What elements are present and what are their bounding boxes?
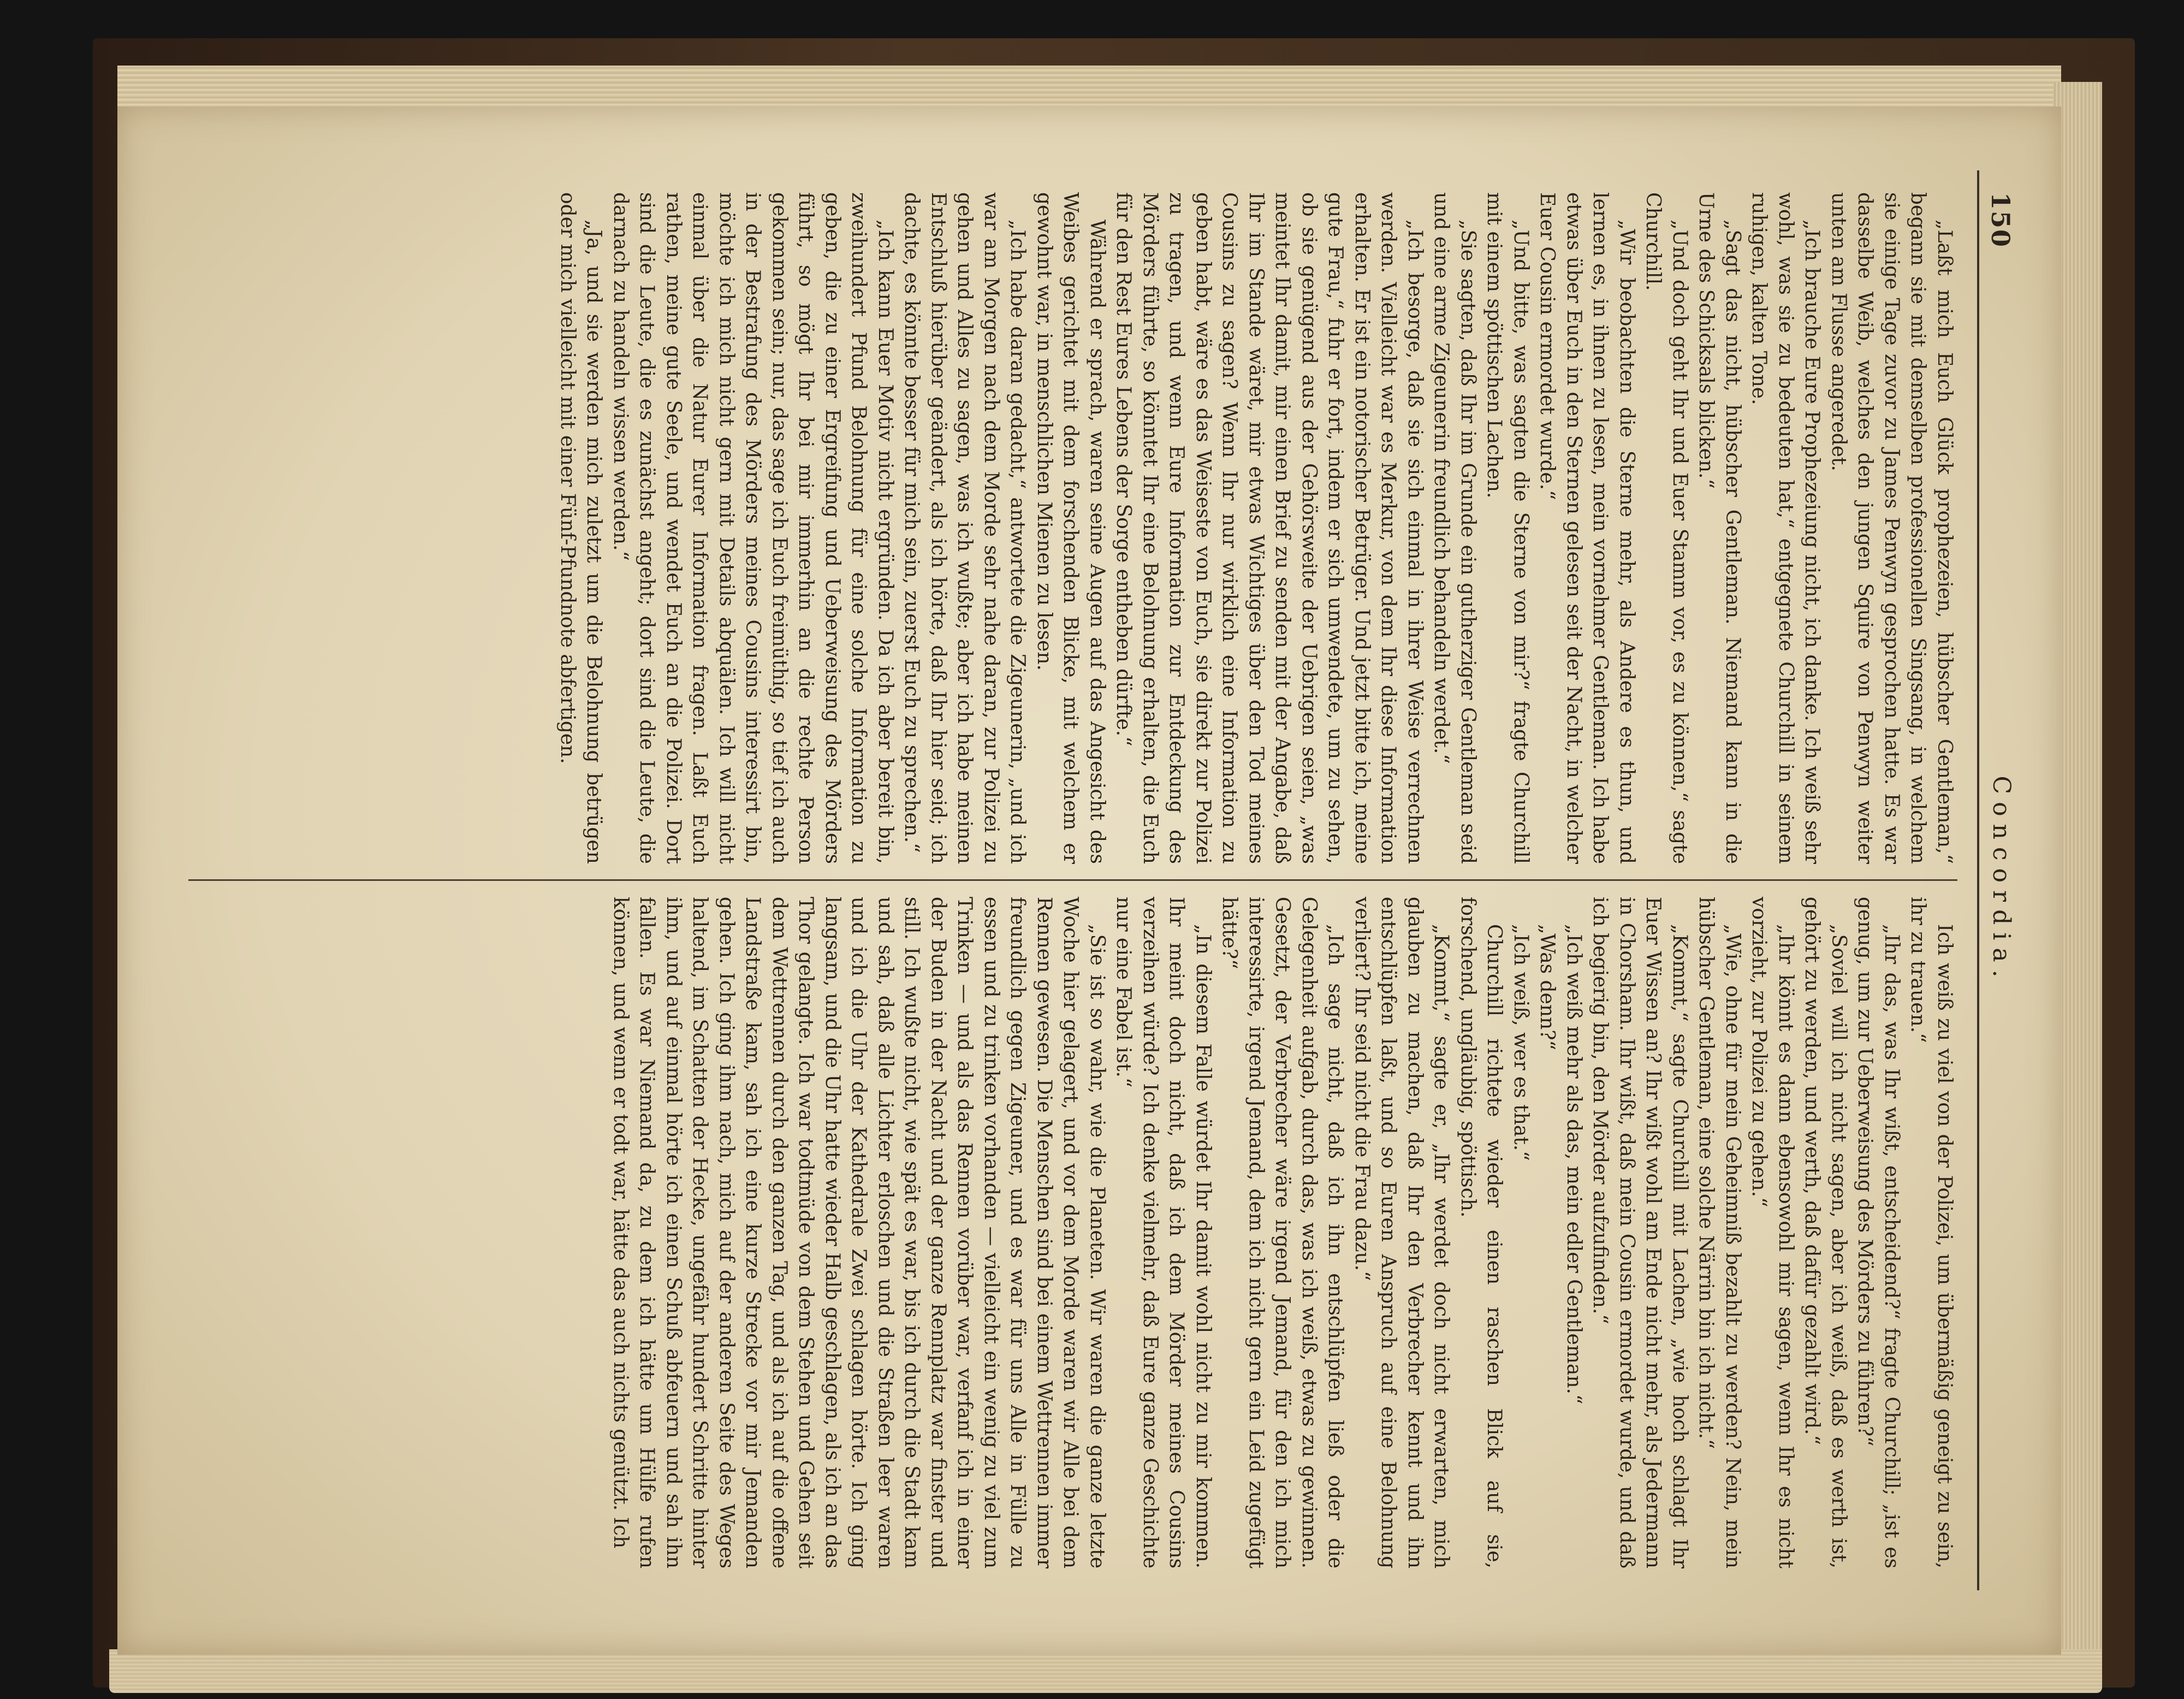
page-stack-bottom bbox=[109, 1649, 2102, 1693]
page-header bbox=[1977, 170, 2017, 1590]
paragraph: „Und doch geht Ihr und Euer Stamm vor, es zu können,“ sagte Churchill. bbox=[1642, 192, 1691, 864]
page-content bbox=[161, 170, 2017, 1590]
paragraph: „Kommt,“ sagte Churchill mit Lachen, „wie hoch schlagt Ihr Euer Wissen an? Ihr wißt wohl am Ende nicht mehr, als Jedermann in Chorsham. Ihr wißt, daß mein Cousin ermordet wurde, und daß ich begierig bin, den Mörder aufzufinden.“ bbox=[1589, 897, 1691, 1568]
paragraph: „Soviel will ich nicht sagen, aber ich weiß, daß es werth ist, gehört zu werden, und werth, daß dafür gezahlt wird.“ bbox=[1801, 897, 1850, 1568]
page-number: 150 bbox=[1986, 192, 2015, 248]
paragraph: Während er sprach, waren seine Augen auf das Angesicht des Weibes gerichtet mit dem forschenden Blicke, mit welchem er gewohnt war, in menschlichen Mienen zu lesen. bbox=[1033, 192, 1108, 864]
text-column-right bbox=[177, 897, 1957, 1568]
paragraph: „Was denn?“ bbox=[1536, 924, 1559, 1051]
paragraph: „Wir beobachten die Sterne mehr, als Andere es thun, und lernen es, in ihnen zu lesen, mein vornehmer Gentleman. Ich habe etwas über Euch in den Sternen gelesen seit der Nacht, in welcher Euer Cousin ermordet wurde.“ bbox=[1536, 192, 1638, 864]
column-divider bbox=[188, 879, 1957, 881]
paragraph: „Ich brauche Eure Prophezeiung nicht, ich danke. Ich weiß sehr wohl, was sie zu bedeuten hat,“ entgegnete Churchill in seinem ruhigen, kalten Tone. bbox=[1748, 192, 1824, 864]
paragraph: „Ja, und sie werden mich zuletzt um die Belohnung betrügen oder mich vielleicht mit einer Fünf-Pfundnote abfertigen. bbox=[556, 192, 606, 864]
paragraph: „Und bitte, was sagten die Sterne von mir?“ fragte Churchill mit einem spöttischen Lachen. bbox=[1483, 192, 1532, 864]
paragraph: „Kommt,“ sagte er, „Ihr werdet doch nicht erwarten, mich glauben zu machen, daß Ihr den Verbrecher kennt und ihn entschlüpfen laßt, und so Euren Anspruch auf eine Belohnung verliert? Ihr seid nicht die Frau dazu.“ bbox=[1351, 897, 1453, 1568]
paragraph: „Ich weiß, wer es that.“ bbox=[1510, 924, 1532, 1161]
text-column-left bbox=[177, 192, 1957, 864]
paragraph: Ich weiß zu viel von der Polizei, um übermäßig geneigt zu sein, ihr zu trauen.“ bbox=[1907, 897, 1956, 1568]
paragraph: „Laßt mich Euch Glück prophezeien, hübscher Gentleman,“ begann sie mit demselben professionellen Singsang, in welchem sie einige Tage zuvor zu James Penwyn gesprochen hatte. Es war dasselbe Weib, welches den jungen Squire von Penwyn weiter unten am Flusse angeredet. bbox=[1827, 192, 1956, 864]
paragraph: „Sie ist so wahr, wie die Planeten. Wir waren die ganze letzte Woche hier gelagert, und vor dem Morde waren wir Alle bei dem Rennen gewesen. Die Menschen sind bei einem Wettrennen immer freundlich gegen Zigeuner, und es war für uns Alle in Fülle zu essen und zu trinken vorhanden — vielleicht ein wenig zu viel zum Trinken — und als das Rennen vorüber war, verfanf ich in einer der Buden in der Nacht und der ganze Rennplatz war finster und still. Ich wußte nicht, wie spät es war, bis ich durch die Stadt kam und sah, daß alle Lichter erloschen und die Straßen leer waren und ich die Uhr der Kathedrale Zwei schlagen hörte. Ich ging langsam, und die Uhr hatte wieder Halb geschlagen, als ich an das Thor gelangte. Ich war todtmüde von dem Stehen und Gehen seit dem Wettrennen durch den ganzen Tag, und als ich auf die offene Landstraße kam, sah ich eine kurze Strecke vor mir Jemanden gehen. Ich ging ihm nach, mich auf der anderen Seite des Weges haltend, im Schatten der Hecke, ungefähr hundert Schritte hinter ihm, und auf einmal hörte ich einen Schuß abfeuern und sah ihn fallen. Es war Niemand da, zu dem ich hätte um Hülfe rufen können, und wenn er todt war, hätte das auch nichts genützt. Ich bbox=[609, 897, 1108, 1568]
paragraph: „Wie, ohne für mein Geheimniß bezahlt zu werden? Nein, mein hübscher Gentleman, eine solche Närrin bin ich nicht.“ bbox=[1695, 897, 1744, 1568]
paragraph: „Sie sagten, daß Ihr im Grunde ein gutherziger Gentleman seid und eine arme Zigeunerin freundlich behandeln werdet.“ bbox=[1430, 192, 1479, 864]
paragraph: „In diesem Falle würdet Ihr damit wohl nicht zu mir kommen. Ihr meint doch nicht, daß ich dem Mörder meines Cousins verzeihen würde? Ich denke vielmehr, daß Eure ganze Geschichte nur eine Fabel ist.“ bbox=[1112, 897, 1214, 1568]
paragraph: „Ich kann Euer Motiv nicht ergründen. Da ich aber bereit bin, zweihundert Pfund Belohnung für eine solche Information zu geben, die zu einer Ergreifung und Ueberweisung des Mörders führt, so mögt Ihr bei mir immerhin an die rechte Person gekommen sein; nur, das sage ich Euch freimüthig, so tief ich auch in der Bestrafung des Mörders meines Cousins interessirt bin, möchte ich mich nicht gern mit Details abquälen. Ich will nicht einmal über die Natur Eurer Information fragen. Laßt Euch rathen, meine gute Seele, und wendet Euch an die Polizei. Dort sind die Leute, die es zunächst angeht; dort sind die Leute, die darnach zu handeln wissen werden.“ bbox=[609, 192, 897, 864]
paragraph: „Sagt das nicht, hübscher Gentleman. Niemand kann in die Urne des Schicksals blicken.“ bbox=[1695, 192, 1744, 864]
paragraph: „Ihr das, was Ihr wißt, entscheidend?“ fragte Churchill; „ist es genug, um zur Ueberweisung des Mörders zu führen?“ bbox=[1854, 897, 1903, 1568]
paragraph: „Ich sage nicht, daß ich ihn entschlüpfen ließ oder die Gelegenheit aufgab, durch das, was ich weiß, etwas zu gewinnen. Gesetzt, der Verbrecher wäre irgend Jemand, für den ich mich interessirte, irgend Jemand, dem ich nicht gern ein Leid zugefügt hätte?“ bbox=[1218, 897, 1347, 1568]
paragraph: „Ich weiß mehr als das, mein edler Gentleman.“ bbox=[1563, 924, 1585, 1405]
running-title: Concordia. bbox=[1987, 775, 2015, 985]
paragraph: „Ihr könnt es dann ebensowohl mir sagen, wenn Ihr es nicht vorzieht, zur Polizei zu gehen.“ bbox=[1748, 897, 1797, 1568]
paragraph: „Ich besorge, daß sie sich einmal in ihrer Weise verrechnen werden. Vielleicht war es Merkur, von dem Ihr diese Information erhalten. Er ist ein notorischer Betrüger. Und jetzt bitte ich, meine gute Frau,“ fuhr er fort, indem er sich umwendete, um zu sehen, ob sie genügend aus der Gehörsweite der Uebrigen seien, „was meintet Ihr damit, mir einen Brief zu senden mit der Angabe, daß Ihr im Stande wäret, mir etwas Wichtiges über den Tod meines Cousins zu sagen? Wenn Ihr nur wirklich eine Information zu geben habt, wäre es das Weiseste von Euch, sie direkt zur Polizei zu tragen, und wenn Eure Information zur Entdeckung des Mörders führte, so könntet Ihr eine Belohnung erhalten, die Euch für den Rest Eures Lebens der Sorge entheben dürfte.“ bbox=[1112, 192, 1426, 864]
paragraph: Churchill richtete wieder einen raschen Blick auf sie, forschend, ungläubig, spöttisch. bbox=[1457, 897, 1506, 1568]
paragraph: „Ich habe daran gedacht,“ antwortete die Zigeunerin, „und ich war am Morgen nach dem Morde sehr nahe daran, zur Polizei zu gehen und Alles zu sagen, was ich wußte; aber ich habe meinen Entschluß hierüber geändert, als ich hörte, daß Ihr hier seid; ich dachte, es könnte besser für mich sein, zuerst Euch zu sprechen.“ bbox=[900, 192, 1029, 864]
